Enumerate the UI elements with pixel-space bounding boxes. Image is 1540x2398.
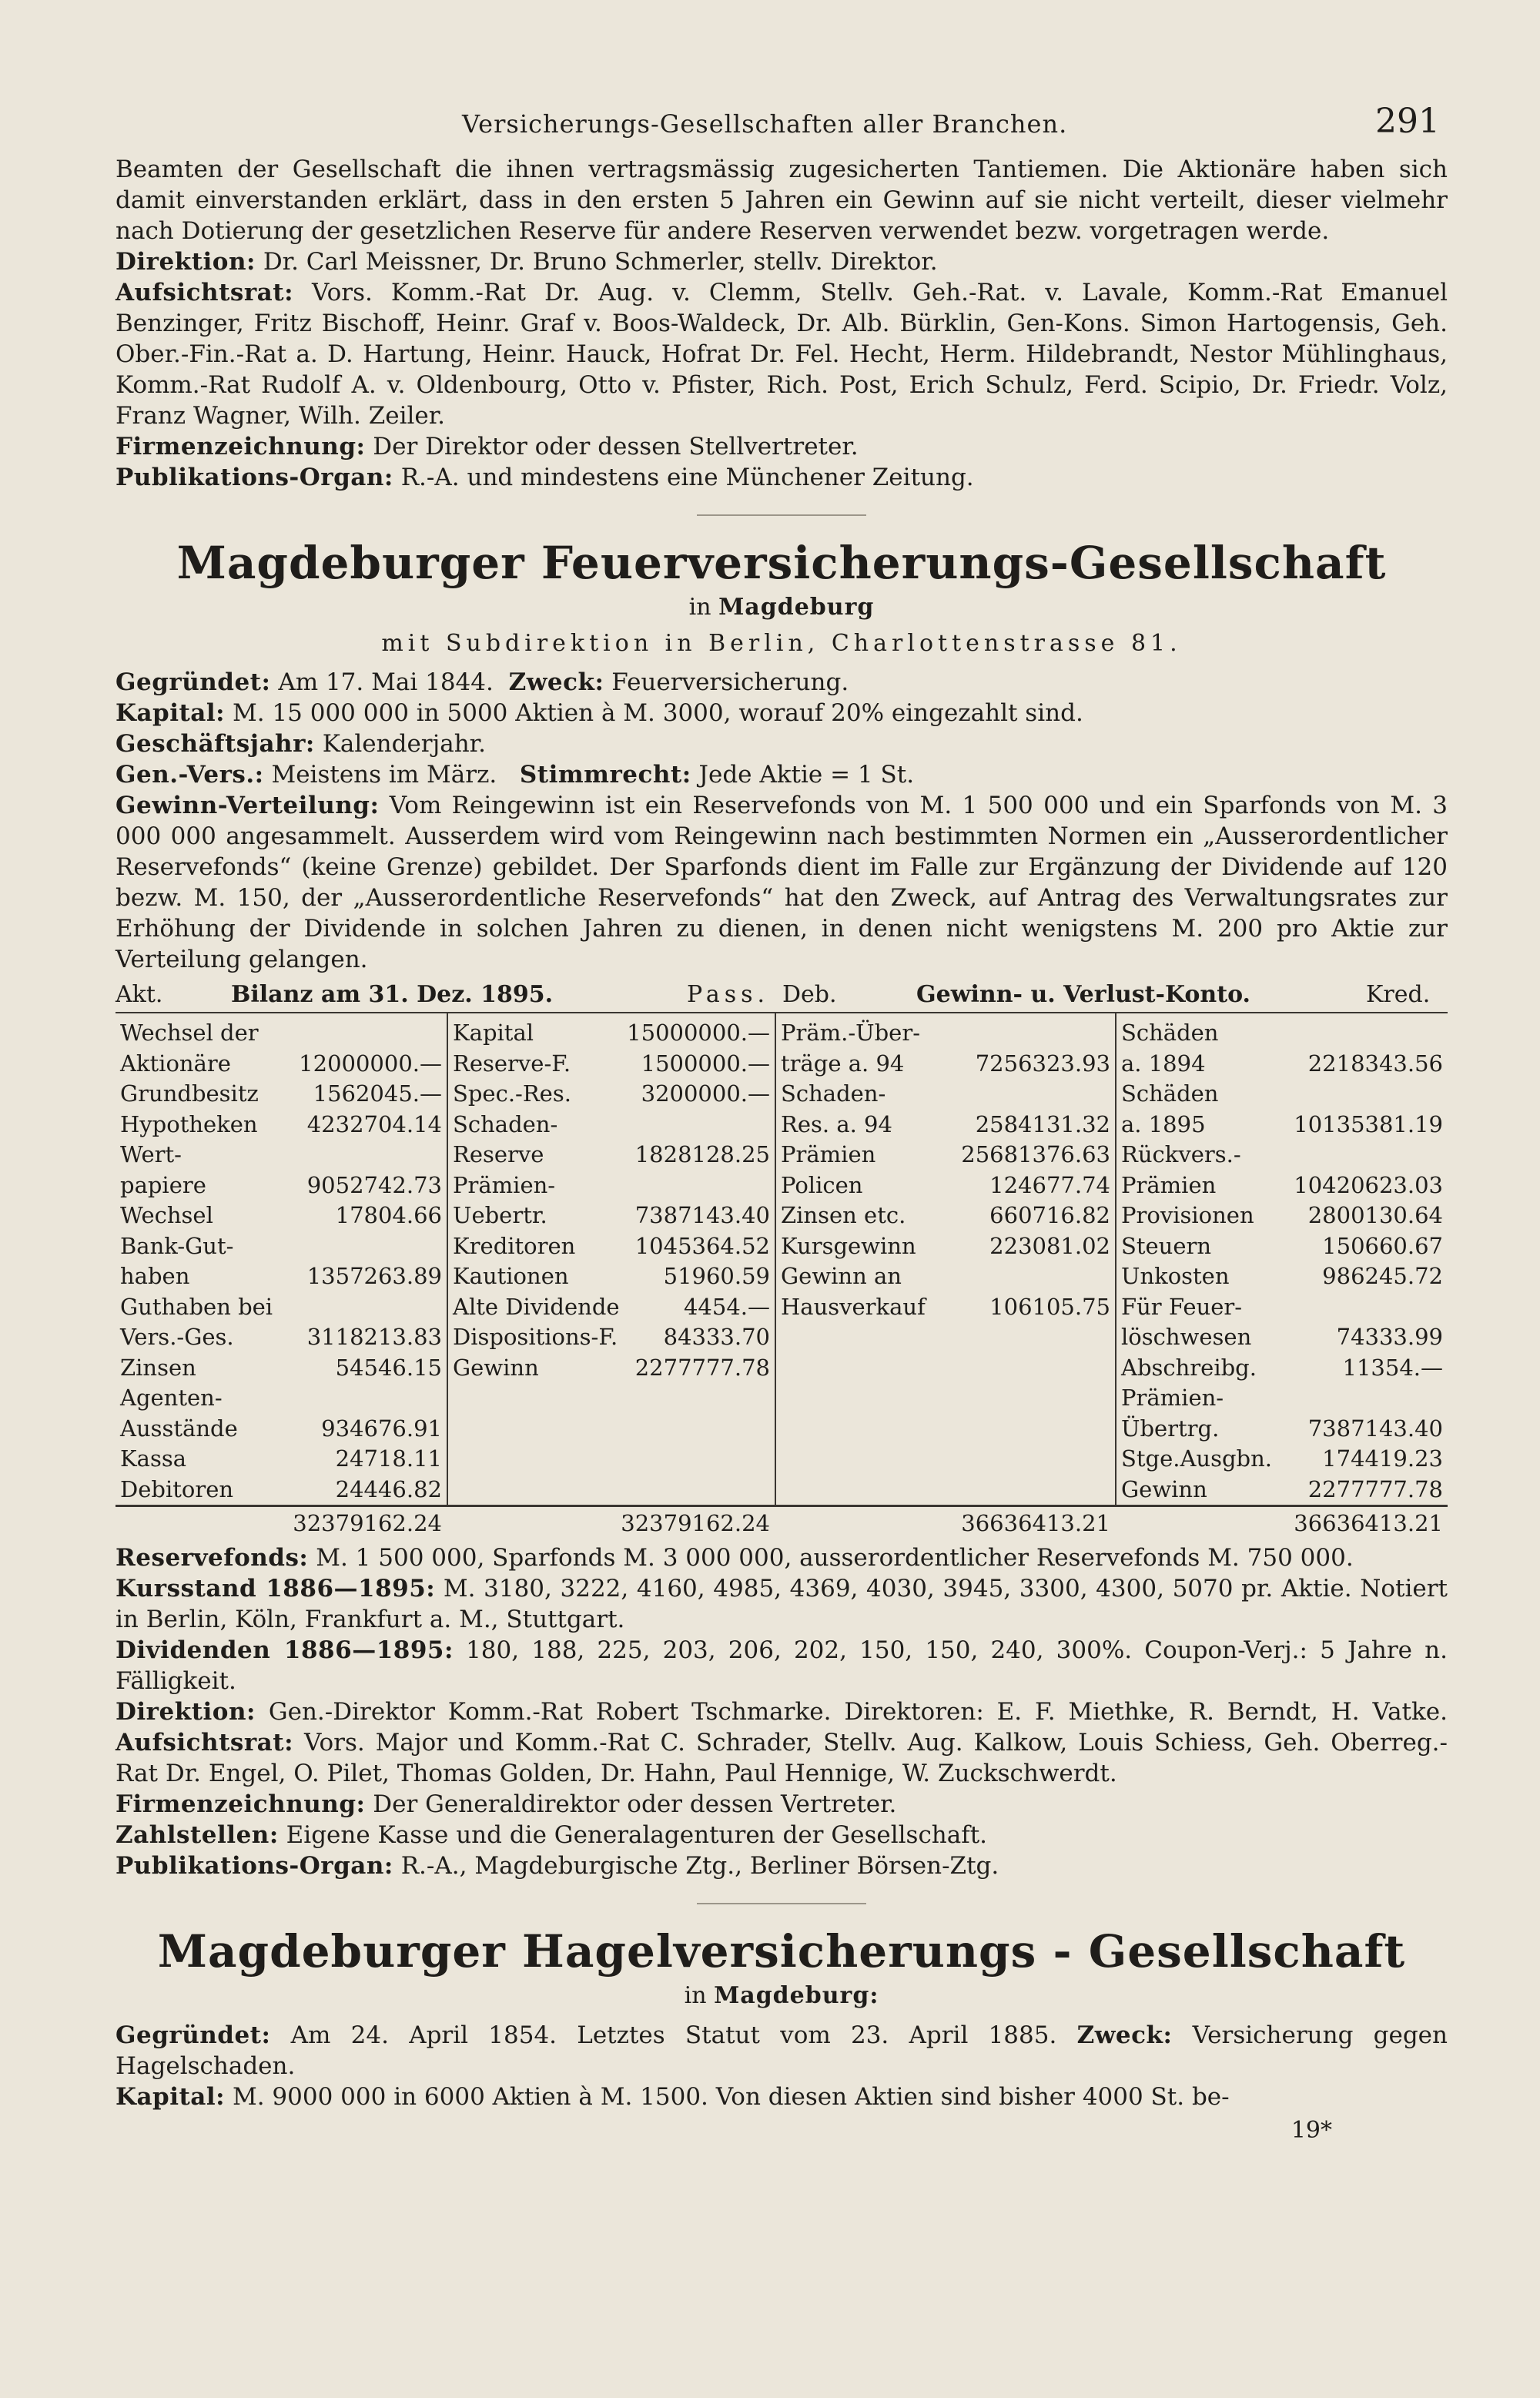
passiva-item-value: 1500000.— xyxy=(641,1050,770,1077)
debet-item-label: Schaden- xyxy=(781,1080,886,1107)
zahlstellen: Eigene Kasse und die Generalagenturen der Gesellschaft. xyxy=(286,1821,988,1849)
aktiva-item-label: Vers.-Ges. xyxy=(120,1324,234,1350)
direktion-label: Direktion: xyxy=(116,1698,256,1726)
passiva-item-value: 3200000.— xyxy=(641,1080,770,1107)
zweck-label: Zweck: xyxy=(508,668,604,696)
kredit-item-value: 10135381.19 xyxy=(1294,1110,1443,1137)
c2-zweck-label: Zweck: xyxy=(1076,2021,1173,2049)
aktiva-item-label: Debitoren xyxy=(120,1475,234,1502)
section-divider-2 xyxy=(697,1903,866,1904)
gen-vers-label: Gen.-Vers.: xyxy=(116,761,264,789)
debet-item-value: 124677.74 xyxy=(989,1171,1110,1198)
aktiva-row xyxy=(120,1414,442,1445)
passiva-item-label: Schaden- xyxy=(453,1110,558,1137)
prev-firmen: Der Direktor oder dessen Stellvertreter. xyxy=(373,433,859,461)
kredit-item-label: Unkosten xyxy=(1121,1263,1230,1289)
kredit-item-label: Übertrg. xyxy=(1121,1415,1220,1442)
kred-label: Kred. xyxy=(1366,981,1431,1008)
zweck: Feuerversicherung. xyxy=(611,668,849,696)
dividenden: 180, 188, 225, 203, 206, 202, 150, 150, 240, 300%. Coupon-Verj.: 5 Jahre n. Fälligkeit. xyxy=(116,1636,1448,1695)
aktiva-total: 32379162.24 xyxy=(116,1506,447,1538)
kursstand: M. 3180, 3222, 4160, 4985, 4369, 4030, 3945, 3300, 4300, 5070 pr. Aktie. Notiert in Berlin, Köln, Frankfurt a. M., Stuttgart. xyxy=(116,1575,1448,1633)
passiva-item-label: Uebertr. xyxy=(453,1202,547,1228)
passiva-row xyxy=(453,1322,770,1353)
passiva-row xyxy=(453,1292,770,1323)
kredit-row xyxy=(1121,1110,1443,1140)
kredit-item-label: Für Feuer- xyxy=(1121,1293,1243,1320)
passiva-total: 32379162.24 xyxy=(447,1506,775,1538)
passiva-item-value: 84333.70 xyxy=(663,1324,770,1350)
passiva-row xyxy=(453,1110,770,1140)
aktiva-item-value: 1357263.89 xyxy=(306,1263,442,1289)
kursstand-label: Kursstand 1886—1895: xyxy=(116,1575,436,1603)
signature-mark: 19* xyxy=(1291,2117,1332,2144)
debet-row xyxy=(781,1292,1110,1323)
aktiva-item-label: Wechsel der xyxy=(120,1020,259,1046)
passiva-row xyxy=(453,1201,770,1231)
kredit-row xyxy=(1121,1414,1443,1445)
debet-item-label: Zinsen etc. xyxy=(781,1202,906,1228)
aktiva-row xyxy=(120,1475,442,1505)
company1-location: in Magdeburg xyxy=(688,594,875,621)
aufsichtsrat-label: Aufsichtsrat: xyxy=(116,1729,294,1757)
aktiva-item-label: Agenten- xyxy=(120,1385,223,1411)
debet-item-label: Res. a. 94 xyxy=(781,1110,892,1137)
passiva-row xyxy=(453,1018,770,1049)
kredit-row xyxy=(1121,1353,1443,1384)
prev-direktion-label: Direktion: xyxy=(116,248,256,276)
aktiva-row xyxy=(120,1201,442,1231)
prev-firmen-label: Firmenzeichnung: xyxy=(116,433,366,461)
c2-kapital-label: Kapital: xyxy=(116,2083,226,2111)
passiva-item-label: Dispositions-F. xyxy=(453,1324,618,1350)
aktiva-item-value: 54546.15 xyxy=(335,1354,442,1381)
kredit-row xyxy=(1121,1140,1443,1171)
debet-item-label: träge a. 94 xyxy=(781,1050,905,1077)
kredit-item-label: a. 1895 xyxy=(1121,1110,1206,1137)
kredit-item-label: a. 1894 xyxy=(1121,1050,1206,1077)
kapital-label: Kapital: xyxy=(116,699,226,727)
passiva-item-value: 1828128.25 xyxy=(634,1141,770,1167)
aktiva-item-label: haben xyxy=(120,1263,190,1289)
debet-item-value: 25681376.63 xyxy=(961,1141,1110,1167)
company2-title: Magdeburger Hagelversicherungs - Gesellschaft xyxy=(157,1925,1406,1978)
passiva-item-label: Reserve-F. xyxy=(453,1050,571,1077)
aktiva-item-value: 17804.66 xyxy=(335,1202,442,1228)
debet-item-value: 7256323.93 xyxy=(975,1050,1110,1077)
balance-totals xyxy=(116,1506,1448,1538)
debet-item-label: Kursgewinn xyxy=(781,1232,916,1259)
c2-zweck: Versicherung gegen Hagelschaden. xyxy=(116,2021,1448,2080)
aktiva-row xyxy=(120,1018,442,1049)
passiva-item-label: Alte Dividende xyxy=(453,1293,620,1320)
aktiva-item-label: Hypotheken xyxy=(120,1110,258,1137)
aktiva-row xyxy=(120,1231,442,1262)
kredit-item-label: Prämien- xyxy=(1121,1385,1224,1411)
debet-item-label: Prämien xyxy=(781,1141,876,1167)
bilanz-title: Bilanz am 31. Dez. 1895. xyxy=(231,981,554,1008)
aktiva-item-label: papiere xyxy=(120,1171,206,1198)
company1-title: Magdeburger Feuerversicherungs-Gesellschaft xyxy=(176,537,1387,589)
debet-item-label: Policen xyxy=(781,1171,863,1198)
kredit-row xyxy=(1121,1079,1443,1110)
geschaeftsjahr: Kalenderjahr. xyxy=(322,730,486,758)
aktiva-item-value: 1562045.— xyxy=(313,1080,442,1107)
c2-kapital: M. 9000 000 in 6000 Aktien à M. 1500. Von diesen Aktien sind bisher 4000 St. be- xyxy=(232,2083,1230,2111)
debet-total: 36636413.21 xyxy=(775,1506,1115,1538)
aktiva-row xyxy=(120,1444,442,1475)
kredit-row xyxy=(1121,1322,1443,1353)
debet-item-label: Hausverkauf xyxy=(781,1293,926,1320)
stimmrecht-label: Stimmrecht: xyxy=(519,761,691,789)
kredit-row xyxy=(1121,1383,1443,1414)
company1-subdirection: mit Subdirektion in Berlin, Charlottenstrasse 81. xyxy=(381,630,1182,657)
direktion: Gen.-Direktor Komm.-Rat Robert Tschmarke. Direktoren: E. F. Miethke, R. Berndt, H. Vatke. xyxy=(268,1698,1448,1726)
debet-row xyxy=(781,1231,1110,1262)
company1-city: Magdeburg xyxy=(718,594,875,621)
aktiva-item-label: Wert- xyxy=(120,1141,182,1167)
passiva-row xyxy=(453,1049,770,1080)
kredit-row xyxy=(1121,1475,1443,1505)
zahlstellen-label: Zahlstellen: xyxy=(116,1821,279,1849)
kredit-item-label: Steuern xyxy=(1121,1232,1212,1259)
debet-row xyxy=(781,1079,1110,1110)
passiva-row xyxy=(453,1079,770,1110)
aktiva-column xyxy=(116,1013,447,1505)
kredit-item-label: Schäden xyxy=(1121,1080,1219,1107)
publikations-label: Publikations-Organ: xyxy=(116,1852,393,1880)
aktiva-item-label: Grundbesitz xyxy=(120,1080,259,1107)
firmenzeichnung: Der Generaldirektor oder dessen Vertreter. xyxy=(373,1790,897,1818)
passiva-item-value: 4454.— xyxy=(683,1293,770,1320)
passiva-item-value: 1045364.52 xyxy=(634,1232,770,1259)
c2-gegruendet: Am 24. April 1854. Letztes Statut vom 23. April 1885. xyxy=(290,2021,1057,2049)
debet-row xyxy=(781,1140,1110,1171)
kredit-item-label: Prämien xyxy=(1121,1171,1217,1198)
passiva-item-label: Spec.-Res. xyxy=(453,1080,571,1107)
passiva-item-label: Kreditoren xyxy=(453,1232,576,1259)
kredit-row xyxy=(1121,1231,1443,1262)
company2-city: Magdeburg: xyxy=(714,1982,879,2009)
kredit-item-label: Abschreibg. xyxy=(1121,1354,1257,1381)
prev-direktion: Dr. Carl Meissner, Dr. Bruno Schmerler, stellv. Direktor. xyxy=(263,248,938,276)
kredit-row xyxy=(1121,1444,1443,1475)
publikations: R.-A., Magdeburgische Ztg., Berliner Börsen-Ztg. xyxy=(400,1852,999,1880)
aktiva-row xyxy=(120,1110,442,1140)
kredit-item-label: Stge.Ausgbn. xyxy=(1121,1445,1272,1472)
aktiva-item-label: Kassa xyxy=(120,1445,187,1472)
gewinn-verteilung-label: Gewinn-Verteilung: xyxy=(116,792,380,819)
aktiva-row xyxy=(120,1049,442,1080)
kredit-row xyxy=(1121,1049,1443,1080)
aktiva-item-label: Wechsel xyxy=(120,1202,213,1228)
dividenden-label: Dividenden 1886—1895: xyxy=(116,1636,454,1664)
aktiva-row xyxy=(120,1140,442,1171)
balance-header xyxy=(116,978,1448,1012)
debet-row xyxy=(781,1049,1110,1080)
passiva-item-value: 7387143.40 xyxy=(634,1202,770,1228)
firmenzeichnung-label: Firmenzeichnung: xyxy=(116,1790,366,1818)
kredit-item-label: Gewinn xyxy=(1121,1475,1207,1502)
kredit-row xyxy=(1121,1292,1443,1323)
kredit-item-value: 7387143.40 xyxy=(1307,1415,1443,1442)
gv-konto-title: Gewinn- u. Verlust-Konto. xyxy=(916,981,1250,1008)
prev-publ-label: Publikations-Organ: xyxy=(116,464,393,491)
aktiva-row xyxy=(120,1261,442,1292)
balance-table xyxy=(116,1012,1448,1506)
pass-label: Pass. xyxy=(687,981,770,1008)
aktiva-row xyxy=(120,1353,442,1384)
company2-location: in Magdeburg: xyxy=(684,1982,879,2009)
aktiva-item-value: 12000000.— xyxy=(299,1050,442,1077)
prev-aufsichtsrat: Vors. Komm.-Rat Dr. Aug. v. Clemm, Stellv. Geh.-Rat. v. Lavale, Komm.-Rat Emanuel Benzinger, Fritz Bischoff, Heinr. Graf v. Boos-Waldeck, Dr. Alb. Bürklin, Gen-Kons. Simon Hartogensis, Geh. Ober.-Fin.-Rat a. D. Hartung, Heinr. Hauck, Hofrat Dr. Fel. Hecht, Herm. Hildebrandt, Nestor Mühlinghaus, Komm.-Rat Rudolf A. v. Oldenbourg, Otto v. Pfister, Rich. Post, Erich Schulz, Ferd. Scipio, Dr. Friedr. Volz, Franz Wagner, Wilh. Zeiler. xyxy=(116,279,1448,430)
aktiva-item-label: Ausstände xyxy=(120,1415,238,1442)
kredit-item-label: löschwesen xyxy=(1121,1324,1252,1350)
aktiva-item-value: 24718.11 xyxy=(335,1445,442,1472)
debet-item-value: 106105.75 xyxy=(989,1293,1110,1320)
passiva-column xyxy=(447,1013,775,1505)
aktiva-item-value: 3118213.83 xyxy=(306,1324,442,1350)
aktiva-row xyxy=(120,1292,442,1323)
kredit-item-value: 2800130.64 xyxy=(1307,1202,1443,1228)
aktiva-item-label: Aktionäre xyxy=(120,1050,231,1077)
passiva-row xyxy=(453,1353,770,1384)
kredit-row xyxy=(1121,1201,1443,1231)
c2-gegruendet-label: Gegründet: xyxy=(116,2021,271,2049)
passiva-item-value: 2277777.78 xyxy=(634,1354,770,1381)
debet-row xyxy=(781,1171,1110,1201)
passiva-item-label: Gewinn xyxy=(453,1354,539,1381)
kredit-row xyxy=(1121,1171,1443,1201)
debet-item-value: 2584131.32 xyxy=(975,1110,1110,1137)
reservefonds: M. 1 500 000, Sparfonds M. 3 000 000, ausserordentlicher Reservefonds M. 750 000. xyxy=(316,1544,1354,1572)
passiva-row xyxy=(453,1231,770,1262)
reservefonds-label: Reservefonds: xyxy=(116,1544,309,1572)
deb-label: Deb. xyxy=(782,981,837,1008)
kredit-item-value: 2277777.78 xyxy=(1307,1475,1443,1502)
aktiva-item-value: 4232704.14 xyxy=(306,1110,442,1137)
kredit-item-value: 11354.— xyxy=(1342,1354,1443,1381)
debet-row xyxy=(781,1201,1110,1231)
gegruendet: Am 17. Mai 1844. xyxy=(278,668,494,696)
kredit-item-value: 2218343.56 xyxy=(1307,1050,1443,1077)
kredit-item-value: 74333.99 xyxy=(1336,1324,1443,1350)
kapital: M. 15 000 000 in 5000 Aktien à M. 3000, worauf 20% eingezahlt sind. xyxy=(232,699,1083,727)
passiva-item-label: Kapital xyxy=(453,1020,534,1046)
debet-item-label: Gewinn an xyxy=(781,1263,902,1289)
debet-item-value: 660716.82 xyxy=(989,1202,1110,1228)
aktiva-item-value: 934676.91 xyxy=(321,1415,442,1442)
kredit-row xyxy=(1121,1261,1443,1292)
aktiva-item-value: 24446.82 xyxy=(335,1475,442,1502)
kredit-item-label: Schäden xyxy=(1121,1020,1219,1046)
geschaeftsjahr-label: Geschäftsjahr: xyxy=(116,730,315,758)
stimmrecht: Jede Aktie = 1 St. xyxy=(698,761,915,789)
passiva-row xyxy=(453,1171,770,1201)
prev-intro: Beamten der Gesellschaft die ihnen vertragsmässig zugesicherten Tantiemen. Die Aktionäre haben sich damit einverstanden erklärt, dass in den ersten 5 Jahren ein Gewinn auf sie nicht verteilt, dieser vielmehr nach Dotierung der gesetzlichen Reserve für andere Reserven verwendet bezw. vorgetragen werde. xyxy=(116,156,1448,245)
debet-column xyxy=(775,1013,1115,1505)
debet-item-value: 223081.02 xyxy=(989,1232,1110,1259)
passiva-row xyxy=(453,1261,770,1292)
aktiva-row xyxy=(120,1383,442,1414)
akt-label: Akt. xyxy=(116,981,163,1008)
passiva-row xyxy=(453,1140,770,1171)
gegruendet-label: Gegründet: xyxy=(116,668,271,696)
passiva-item-label: Kautionen xyxy=(453,1263,569,1289)
kredit-item-value: 150660.67 xyxy=(1322,1232,1443,1259)
kredit-item-value: 986245.72 xyxy=(1322,1263,1443,1289)
aufsichtsrat: Vors. Major und Komm.-Rat C. Schrader, Stellv. Aug. Kalkow, Louis Schiess, Geh. Oberreg.-Rat Dr. Engel, O. Pilet, Thomas Golden, Dr. Hahn, Paul Hennige, W. Zuckschwerdt. xyxy=(116,1729,1448,1787)
debet-row xyxy=(781,1261,1110,1292)
aktiva-row xyxy=(120,1171,442,1201)
prev-aufsichtsrat-label: Aufsichtsrat: xyxy=(116,279,294,306)
debet-row xyxy=(781,1110,1110,1140)
debet-row xyxy=(781,1018,1110,1049)
aktiva-item-value: 9052742.73 xyxy=(306,1171,442,1198)
passiva-item-label: Prämien- xyxy=(453,1171,556,1198)
kredit-item-value: 10420623.03 xyxy=(1294,1171,1443,1198)
kredit-row xyxy=(1121,1018,1443,1049)
kredit-column xyxy=(1115,1013,1448,1505)
kredit-item-value: 174419.23 xyxy=(1322,1445,1443,1472)
section-divider xyxy=(697,514,866,516)
aktiva-row xyxy=(120,1322,442,1353)
gewinn-verteilung: Vom Reingewinn ist ein Reservefonds von M. 1 500 000 und ein Sparfonds von M. 3 000 000 angesammelt. Ausserdem wird vom Reingewinn nach bestimmten Normen ein „Ausserordentlicher Reservefonds“ (keine Grenze) gebildet. Der Sparfonds dient im Falle zur Ergänzung der Dividende auf 120 bezw. M. 150, der „Ausserordentliche Reservefonds“ hat den Zweck, auf Antrag des Verwaltungsrates zur Erhöhung der Dividende in solchen Jahren zu dienen, in denen nicht wenigstens M. 200 pro Aktie zur Verteilung gelangen. xyxy=(116,792,1448,973)
gen-vers: Meistens im März. xyxy=(271,761,497,789)
running-title: Versicherungs-Gesellschaften aller Branchen. xyxy=(462,109,1068,139)
aktiva-item-label: Guthaben bei xyxy=(120,1293,273,1320)
passiva-item-label: Reserve xyxy=(453,1141,544,1167)
prev-publ: R.-A. und mindestens eine Münchener Zeitung. xyxy=(400,464,974,491)
aktiva-item-label: Zinsen xyxy=(120,1354,196,1381)
passiva-item-value: 15000000.— xyxy=(627,1020,770,1046)
aktiva-row xyxy=(120,1079,442,1110)
page-number: 291 xyxy=(1375,102,1440,141)
kredit-item-label: Provisionen xyxy=(1121,1202,1254,1228)
page-header xyxy=(116,92,1448,154)
kredit-total: 36636413.21 xyxy=(1115,1506,1448,1538)
aktiva-item-label: Bank-Gut- xyxy=(120,1232,234,1259)
debet-item-label: Präm.-Über- xyxy=(781,1020,921,1046)
passiva-item-value: 51960.59 xyxy=(663,1263,770,1289)
kredit-item-label: Rückvers.- xyxy=(1121,1141,1241,1167)
